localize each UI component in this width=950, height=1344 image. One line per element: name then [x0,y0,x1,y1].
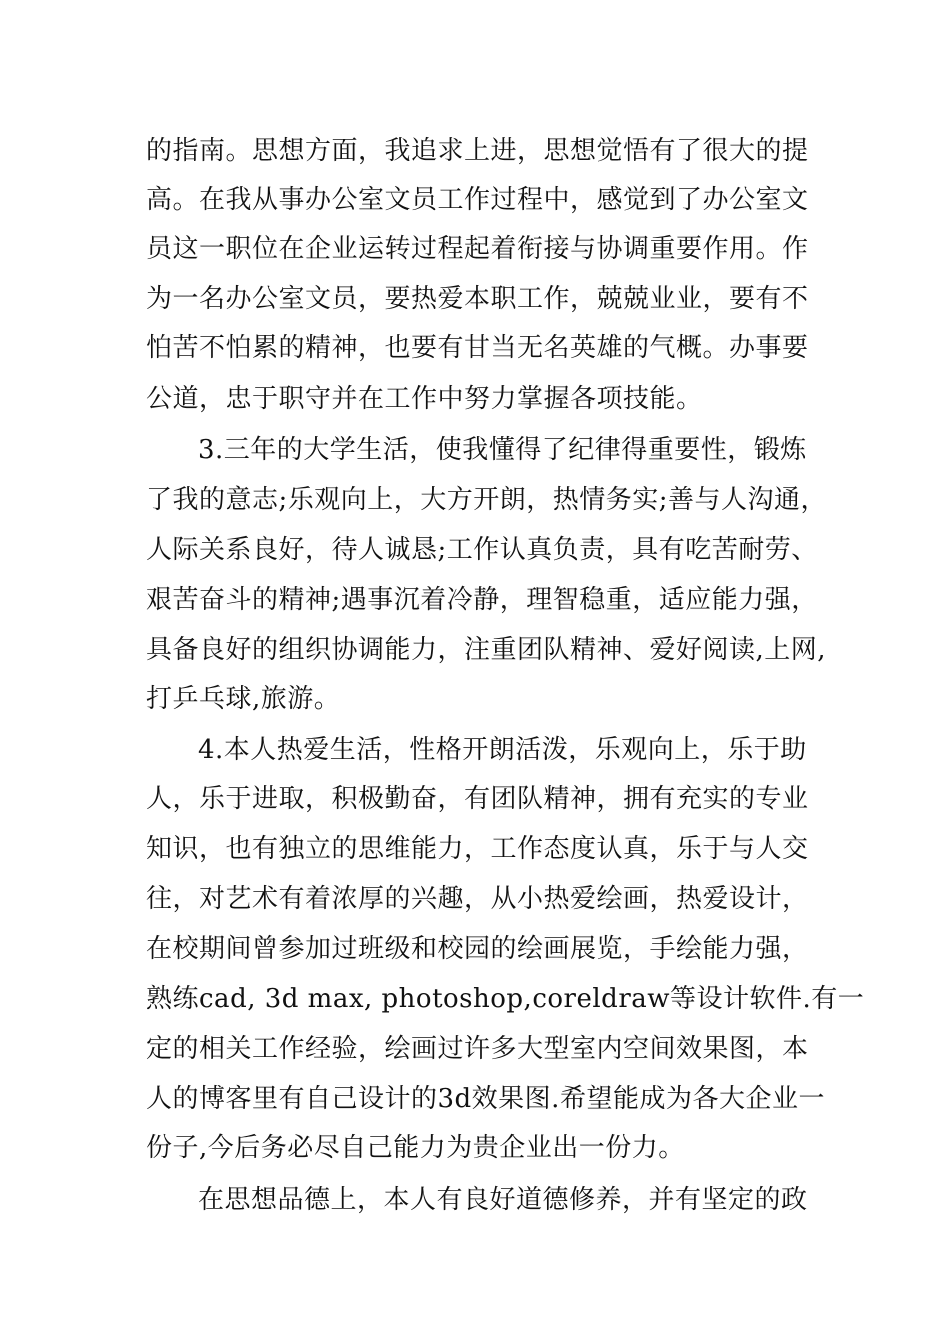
text-line: 知识，也有独立的思维能力，工作态度认真，乐于与人交 [146,834,809,864]
text-line: 打乒乓球,旅游。 [146,684,341,714]
text-line: 定的相关工作经验，绘画过许多大型室内空间效果图，本 [146,1034,809,1064]
text-line: 熟练cad, 3d max, photoshop,coreldraw等设计软件.有一 [146,984,865,1014]
text-line: 往，对艺术有着浓厚的兴趣，从小热爱绘画，热爱设计， [146,884,809,914]
text-line: 人际关系良好，待人诚恳;工作认真负责，具有吃苦耐劳、 [146,535,818,565]
text-line: 艰苦奋斗的精神;遇事沉着冷静，理智稳重，适应能力强， [146,585,818,615]
text-line: 为一名办公室文员，要热爱本职工作，兢兢业业，要有不 [146,284,809,314]
text-line: 了我的意志;乐观向上，大方开朗，热情务实;善与人沟通， [146,485,828,515]
text-line: 公道，忠于职守并在工作中努力掌握各项技能。 [146,384,703,414]
text-line: 的指南。思想方面，我追求上进，思想觉悟有了很大的提 [146,136,809,166]
text-line: 份子,今后务必尽自己能力为贵企业出一份力。 [146,1133,685,1163]
text-line: 人的博客里有自己设计的3d效果图.希望能成为各大企业一 [146,1084,825,1114]
text-line: 在校期间曾参加过班级和校园的绘画展览，手绘能力强， [146,934,809,964]
paragraph-4-first-line: 4.本人热爱生活，性格开朗活泼，乐观向上，乐于助 [198,735,807,765]
text-line: 员这一职位在企业运转过程起着衔接与协调重要作用。作 [146,234,809,264]
text-line: 人，乐于进取，积极勤奋，有团队精神，拥有充实的专业 [146,784,809,814]
paragraph-5-first-line: 在思想品德上，本人有良好道德修养，并有坚定的政 [198,1185,808,1215]
text-line: 具备良好的组织协调能力，注重团队精神、爱好阅读,上网, [146,635,827,665]
text-line: 怕苦不怕累的精神，也要有甘当无名英雄的气概。办事要 [146,333,809,363]
paragraph-3-first-line: 3.三年的大学生活，使我懂得了纪律得重要性，锻炼 [198,435,807,465]
text-line: 高。在我从事办公室文员工作过程中，感觉到了办公室文 [146,185,809,215]
